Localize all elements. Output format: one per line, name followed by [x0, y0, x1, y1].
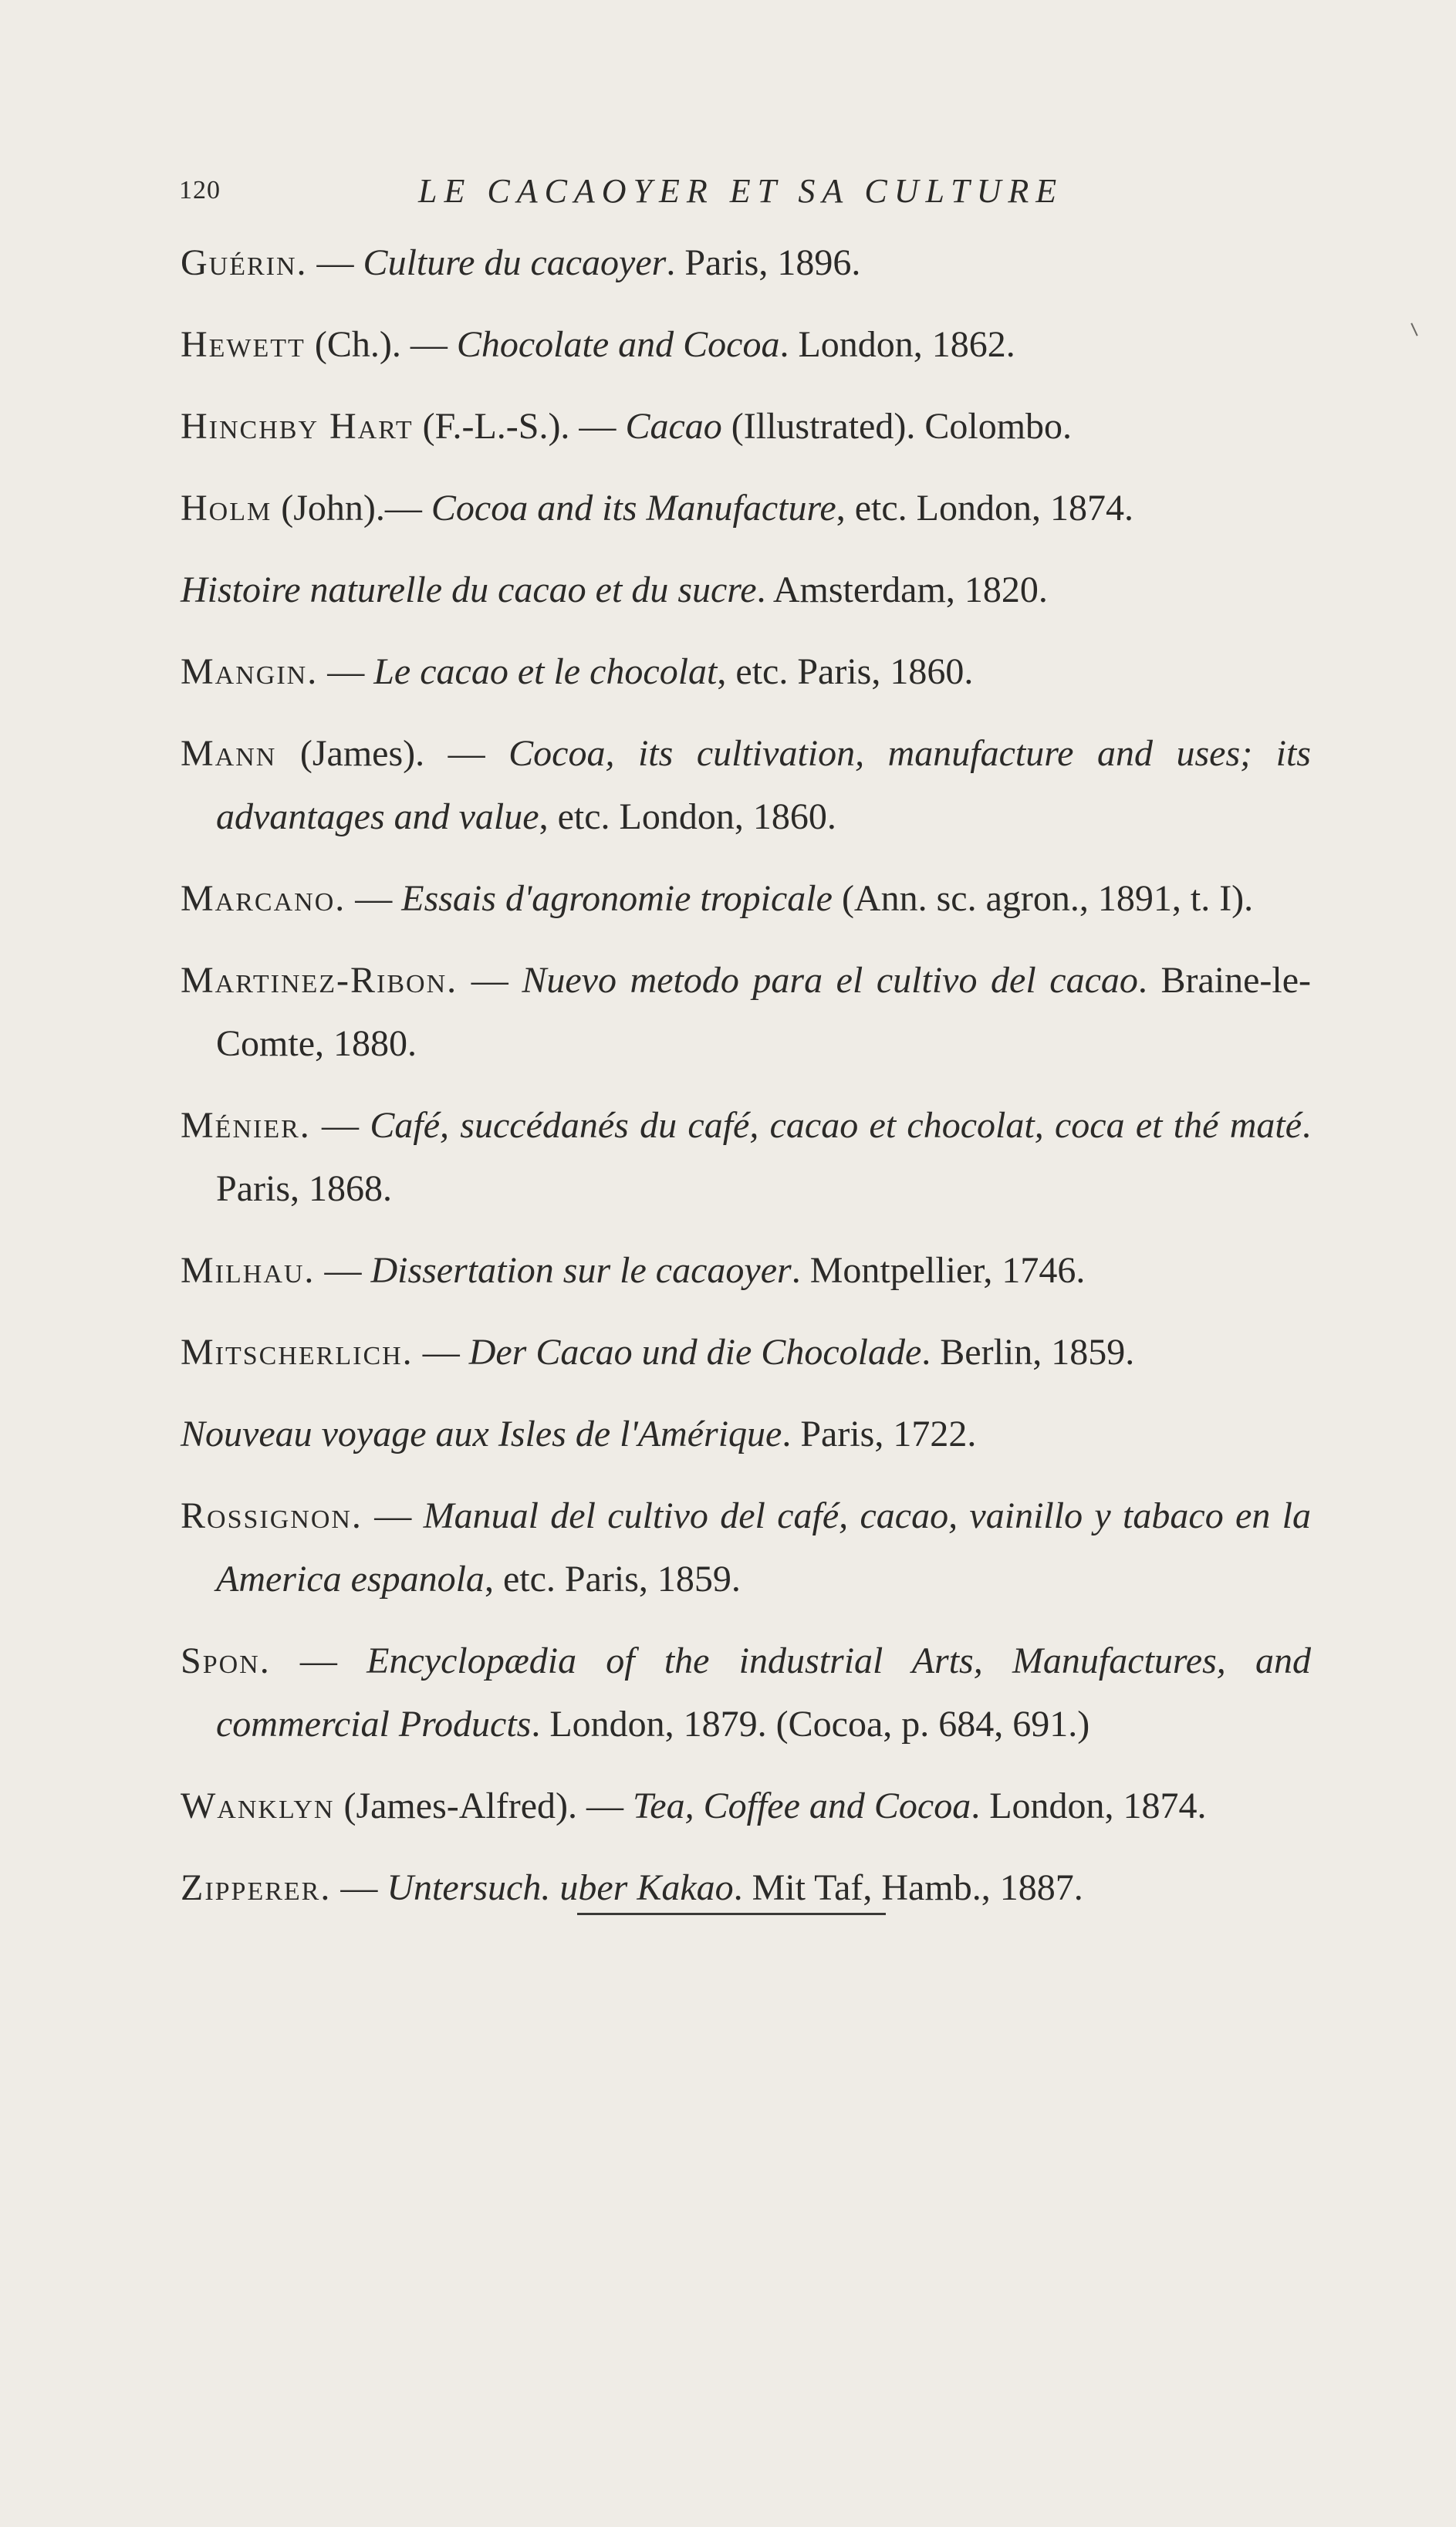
entry-title: Untersuch. uber Kakao — [387, 1867, 734, 1908]
end-rule — [577, 1913, 886, 1915]
entry-details: . Berlin, 1859. — [921, 1332, 1135, 1373]
entry-author: Zipperer. — [181, 1867, 332, 1908]
entry-title: Nuevo metodo para el cultivo del cacao — [522, 960, 1138, 1001]
entry-author: Mangin. — [181, 651, 319, 692]
entry-details: . Amsterdam, 1820. — [756, 569, 1048, 610]
page-header — [179, 172, 1066, 222]
entry-details: , etc. Paris, 1859. — [484, 1559, 741, 1600]
entry-separator: (Ch.). — — [305, 324, 457, 365]
entry-author: Spon. — [181, 1640, 271, 1681]
bibliography-entry — [181, 1321, 1311, 1384]
entry-separator: — — [310, 1105, 370, 1146]
entry-author: Milhau. — [181, 1250, 316, 1291]
entry-title: Tea, Coffee and Cocoa — [632, 1785, 971, 1826]
entry-title: Manual del cultivo del café, cacao, vainillo y tabaco en la America espanola — [216, 1495, 1312, 1600]
entry-separator: — — [362, 1495, 424, 1536]
entry-author: Rossignon. — [181, 1495, 363, 1536]
entry-author: Hinchby Hart — [181, 406, 414, 447]
entry-title: Cacao — [625, 406, 722, 447]
entry-title: Chocolate and Cocoa — [456, 324, 780, 365]
stray-mark — [1410, 323, 1417, 336]
entry-separator: — — [307, 242, 363, 283]
bibliography-entry — [181, 867, 1311, 931]
entry-details: (Ann. sc. agron., 1891, t. I). — [832, 878, 1254, 919]
bibliography-entry — [181, 1775, 1311, 1838]
entry-author: Hewett — [181, 324, 306, 365]
entry-separator: — — [331, 1867, 387, 1908]
bibliography-entry — [181, 1630, 1311, 1756]
entry-title: Essais d'agronomie tropicale — [401, 878, 833, 919]
entry-separator: — — [413, 1332, 469, 1373]
bibliography-entry — [181, 1485, 1311, 1611]
entry-title: Dissertation sur le cacaoyer — [370, 1250, 792, 1291]
entry-details: . Braine-le-Comte, 1880. — [216, 960, 1312, 1064]
entry-author: Ménier. — [181, 1105, 311, 1146]
entry-separator: — — [346, 878, 402, 919]
bibliography-entry — [181, 231, 1311, 295]
entry-title: Cocoa, its cultivation, manufacture and uses; its advantages and value — [216, 733, 1311, 837]
entry-author: Martinez-Ribon. — [181, 960, 458, 1001]
entry-author: Guérin. — [181, 242, 308, 283]
bibliography-entry — [181, 949, 1311, 1076]
entry-separator: — — [458, 960, 522, 1001]
bibliography-entry — [181, 640, 1311, 704]
entry-title: Café, succédanés du café, cacao et chocolat, coca et thé maté — [370, 1105, 1302, 1146]
bibliography-entry — [181, 722, 1311, 849]
entry-title: Histoire naturelle du cacao et du sucre — [181, 569, 757, 610]
entry-details: , etc. London, 1874. — [836, 488, 1133, 529]
entry-separator: (James). — — [276, 733, 509, 774]
entry-author: Mitscherlich. — [181, 1332, 414, 1373]
bibliography-entry — [181, 1856, 1311, 1920]
bibliography-entry — [181, 313, 1311, 377]
entry-title: Culture du cacaoyer — [363, 242, 667, 283]
entry-separator: — — [315, 1250, 371, 1291]
entry-title: Encyclopædia of the industrial Arts, Manufactures, and commercial Products — [216, 1640, 1311, 1745]
entry-details: . Paris, 1722. — [782, 1414, 977, 1454]
bibliography-entry — [181, 559, 1311, 622]
entry-details: . Paris, 1896. — [666, 242, 861, 283]
entry-separator: (F.-L.-S.). — — [413, 406, 626, 447]
page-number: 120 — [179, 176, 221, 204]
entry-details: . Montpellier, 1746. — [791, 1250, 1086, 1291]
entry-author: Marcano. — [181, 878, 346, 919]
entry-title: Cocoa and its Manufacture — [431, 488, 836, 529]
bibliography-entry — [181, 1239, 1311, 1302]
entry-separator: (John).— — [272, 488, 431, 529]
entry-details: . London, 1874. — [971, 1785, 1207, 1826]
entry-title: Der Cacao und die Chocolade — [468, 1332, 922, 1373]
entry-title: Nouveau voyage aux Isles de l'Amérique — [181, 1414, 782, 1454]
bibliography-entry — [181, 477, 1311, 540]
running-title: LE CACAOYER ET SA CULTURE — [418, 172, 1064, 210]
entry-author: Mann — [181, 733, 277, 774]
entry-author: Wanklyn — [181, 1785, 335, 1826]
entry-details: (Illustrated). Colombo. — [721, 406, 1073, 447]
bibliography-list — [181, 231, 1311, 1938]
entry-details: , etc. London, 1860. — [539, 796, 836, 837]
bibliography-entry — [181, 1403, 1311, 1466]
bibliography-entry — [181, 1094, 1311, 1221]
entry-details: . Paris, 1868. — [216, 1105, 1312, 1209]
entry-details: . Mit Taf, Hamb., 1887. — [733, 1867, 1083, 1908]
entry-details: . London, 1879. (Cocoa, p. 684, 691.) — [531, 1704, 1090, 1745]
entry-separator: — — [270, 1640, 367, 1681]
entry-author: Holm — [181, 488, 272, 529]
entry-title: Le cacao et le chocolat — [373, 651, 718, 692]
entry-details: , etc. Paris, 1860. — [717, 651, 974, 692]
entry-separator: (James-Alfred). — — [334, 1785, 633, 1826]
entry-separator: — — [318, 651, 374, 692]
entry-details: . London, 1862. — [779, 324, 1015, 365]
bibliography-entry — [181, 395, 1311, 458]
